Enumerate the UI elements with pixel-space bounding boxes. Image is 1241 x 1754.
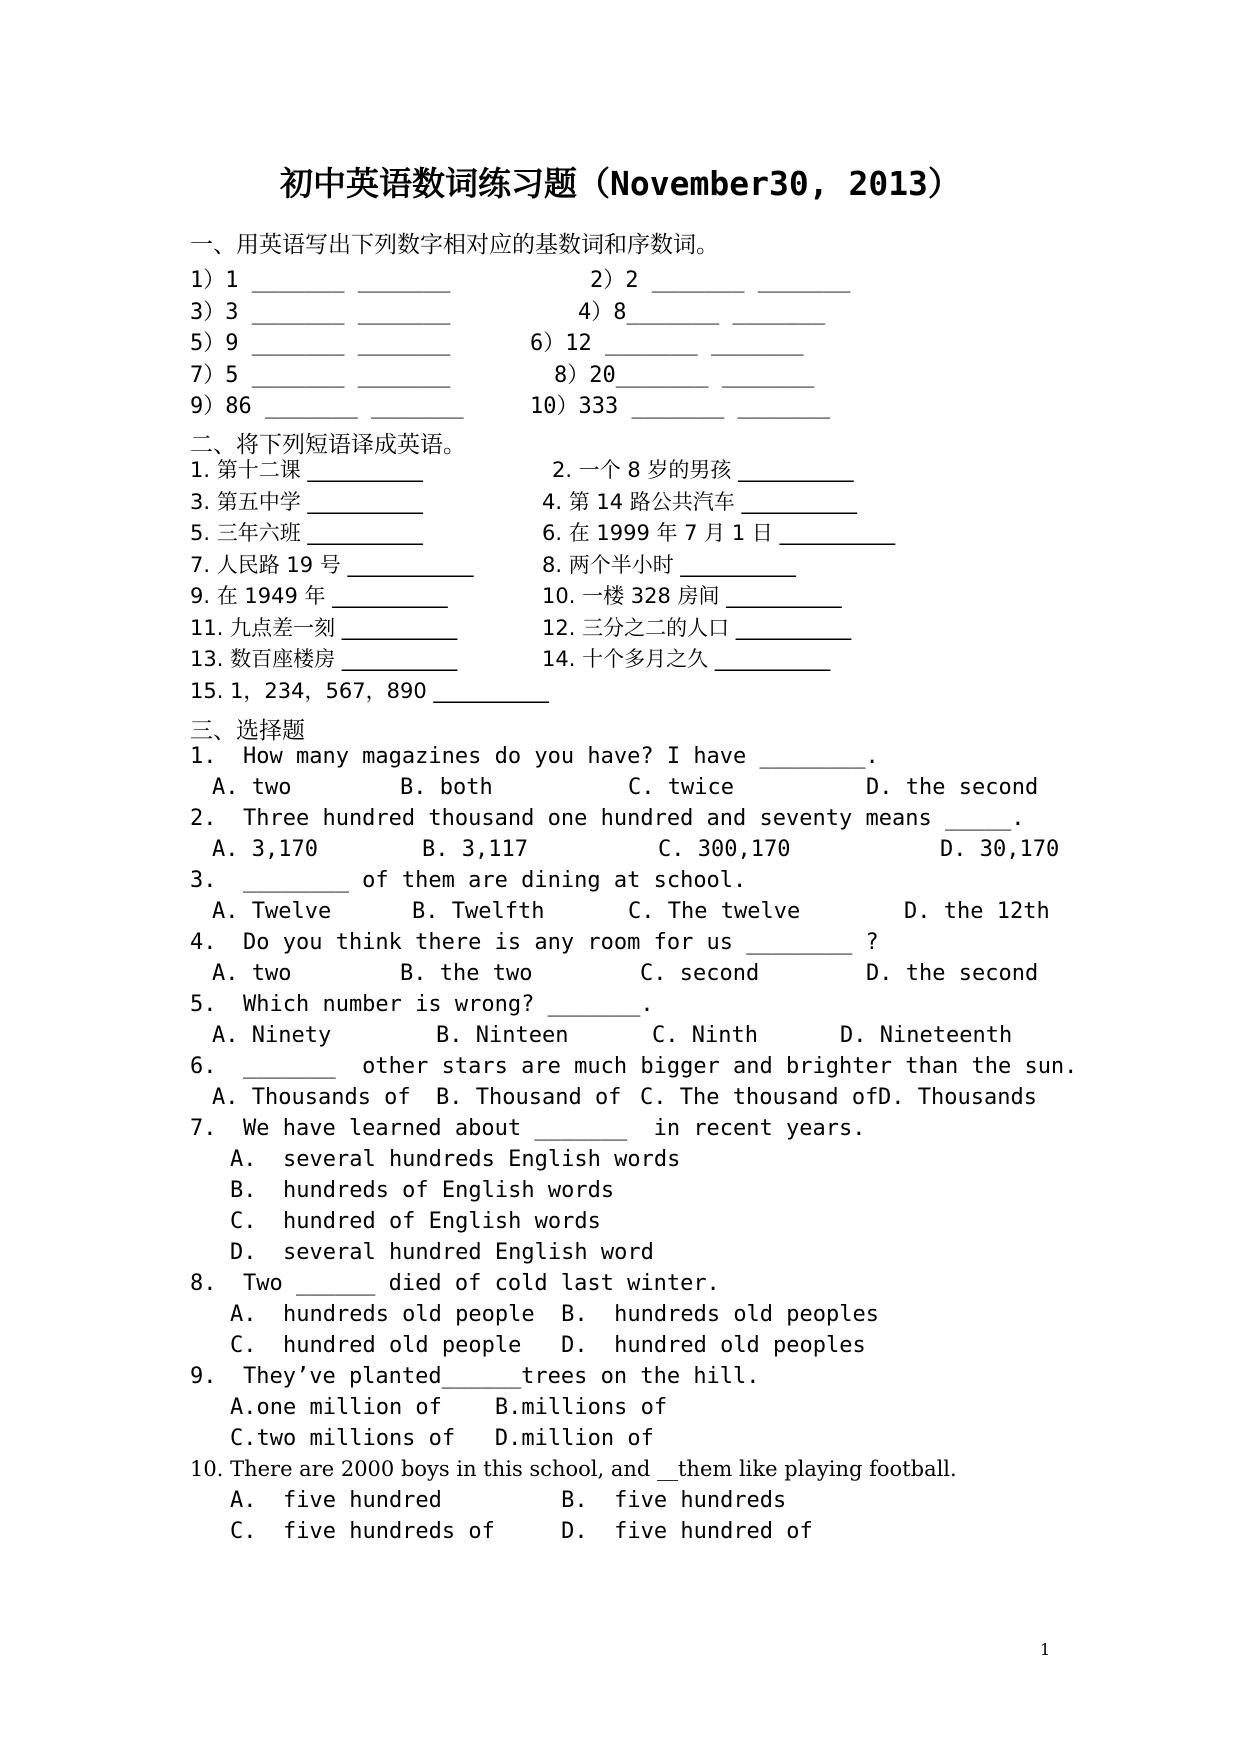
q6-option-a: A. Thousands of: [212, 1085, 411, 1110]
q3-option-d: D. the 12th: [904, 899, 1050, 924]
q7-text: 7. We have learned about _______ in recent years.: [190, 1116, 866, 1141]
q4-option-a: A. two: [212, 961, 292, 986]
s2-item-12: 12. 三分之二的人口 ___________: [542, 616, 852, 640]
q4-text: 4. Do you think there is any room for us ________ ?: [190, 930, 879, 955]
q2-option-a: A. 3,170: [212, 837, 318, 862]
q2-option-b: B. 3,117: [422, 837, 528, 862]
q10-options-ab: A. five hundred B. five hundreds: [230, 1488, 787, 1513]
section2-heading: 二、将下列短语译成英语。: [190, 432, 466, 458]
s2-item-15: 15. 1，234，567，890 ___________: [190, 679, 549, 703]
q6-option-c: C. The thousand of: [640, 1085, 879, 1110]
q5-text: 5. Which number is wrong? _______.: [190, 992, 654, 1017]
s1-item-1: 1）1 _______ _______: [190, 268, 451, 293]
s2-item-3: 3. 第五中学 ___________: [190, 490, 423, 514]
s1-item-5: 5）9 _______ _______: [190, 331, 451, 356]
s2-item-14: 14. 十个多月之久 ___________: [542, 647, 831, 671]
q10-options-cd: C. five hundreds of D. five hundred of: [230, 1519, 813, 1544]
q1-option-b: B. both: [400, 775, 493, 800]
q6-text: 6. _______ other stars are much bigger and brighter than the sun.: [190, 1054, 1078, 1079]
s2-item-13: 13. 数百座楼房 ___________: [190, 647, 458, 671]
q7-option-a: A. several hundreds English words: [230, 1147, 681, 1172]
q8-options-cd: C. hundred old people D. hundred old peoples: [230, 1333, 866, 1358]
s1-item-4: 4）8_______ _______: [578, 300, 826, 325]
s1-item-6: 6）12 _______ _______: [530, 331, 804, 356]
s1-item-8: 8）20_______ _______: [554, 363, 815, 388]
page-number: 1: [1040, 1640, 1051, 1659]
q5-option-b: B. Ninteen: [436, 1023, 569, 1048]
q7-option-d: D. several hundred English word: [230, 1240, 654, 1265]
q8-text: 8. Two ______ died of cold last winter.: [190, 1271, 720, 1296]
q4-option-b: B. the two: [400, 961, 533, 986]
q4-option-d: D. the second: [866, 961, 1039, 986]
s2-item-4: 4. 第 14 路公共汽车 ___________: [542, 490, 857, 514]
q8-options-ab: A. hundreds old people B. hundreds old peoples: [230, 1302, 880, 1327]
q3-option-c: C. The twelve: [628, 899, 801, 924]
s2-item-6: 6. 在 1999 年 7 月 1 日 ___________: [542, 521, 896, 545]
s1-item-10: 10）333 _______ _______: [530, 394, 831, 419]
s1-item-3: 3）3 _______ _______: [190, 300, 451, 325]
q5-option-c: C. Ninth: [652, 1023, 758, 1048]
s2-item-5: 5. 三年六班 ___________: [190, 521, 423, 545]
page-title: 初中英语数词练习题（November30, 2013）: [280, 164, 961, 203]
q7-option-b: B. hundreds of English words: [230, 1178, 615, 1203]
s2-item-11: 11. 九点差一刻 ___________: [190, 616, 458, 640]
q6-option-d: D. Thousands: [878, 1085, 1037, 1110]
q1-option-c: C. twice: [628, 775, 734, 800]
q7-option-c: C. hundred of English words: [230, 1209, 601, 1234]
q5-option-d: D. Nineteenth: [840, 1023, 1013, 1048]
q4-option-c: C. second: [640, 961, 760, 986]
s2-item-1: 1. 第十二课 ___________: [190, 458, 423, 482]
q5-option-a: A. Ninety: [212, 1023, 332, 1048]
s1-item-2: 2）2 _______ _______: [590, 268, 851, 293]
s2-item-9: 9. 在 1949 年 ___________: [190, 584, 448, 608]
q3-option-a: A. Twelve: [212, 899, 332, 924]
q2-option-d: D. 30,170: [940, 837, 1060, 862]
q10-text: 10. There are 2000 boys in this school, and __them like playing football.: [190, 1457, 957, 1481]
s2-item-2: 2. 一个 8 岁的男孩 ___________: [552, 458, 854, 482]
s1-item-9: 9）86 _______ _______: [190, 394, 464, 419]
q1-option-a: A. two: [212, 775, 292, 800]
q2-option-c: C. 300,170: [658, 837, 791, 862]
q3-text: 3. ________ of them are dining at school.: [190, 868, 747, 893]
section1-heading: 一、用英语写出下列数字相对应的基数词和序数词。: [190, 232, 719, 258]
q1-text: 1. How many magazines do you have? I have ________.: [190, 744, 879, 769]
q9-text: 9. They’ve planted______trees on the hill.: [190, 1364, 760, 1389]
q9-options-cd: C.two millions of D.million of: [230, 1426, 654, 1451]
q1-option-d: D. the second: [866, 775, 1039, 800]
q9-options-ab: A.one million of B.millions of: [230, 1395, 668, 1420]
s2-item-10: 10. 一楼 328 房间 ___________: [542, 584, 842, 608]
q6-option-b: B. Thousand of: [436, 1085, 622, 1110]
section3-heading: 三、选择题: [190, 718, 305, 744]
q2-text: 2. Three hundred thousand one hundred and seventy means _____.: [190, 806, 1025, 831]
q3-option-b: B. Twelfth: [412, 899, 545, 924]
s2-item-7: 7. 人民路 19 号 ____________: [190, 553, 474, 577]
s2-item-8: 8. 两个半小时 ___________: [542, 553, 796, 577]
s1-item-7: 7）5 _______ _______: [190, 363, 451, 388]
